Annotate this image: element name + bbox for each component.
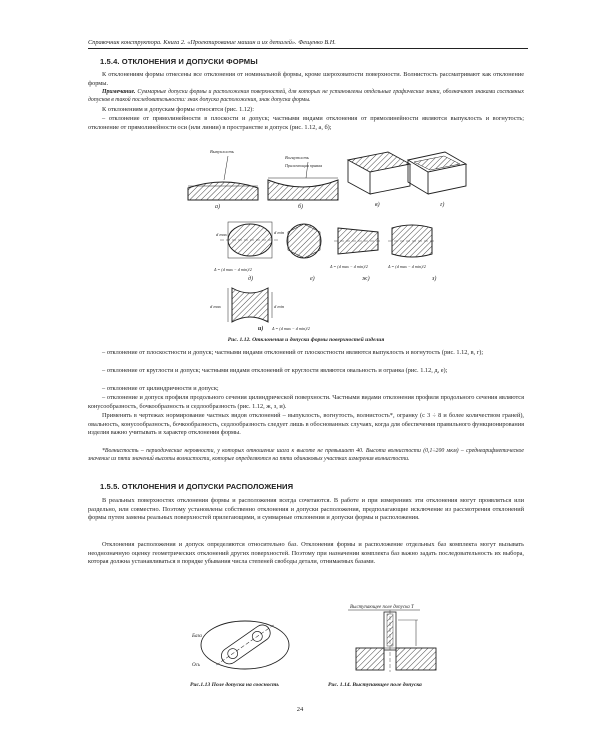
figure-1-14-caption: Рис. 1.14. Выступающее поле допуска (328, 682, 422, 688)
fig-z-barrel (387, 225, 436, 282)
fig-e-faceted (287, 224, 321, 282)
footnote: *Волнистость – периодические неровности, у которых отношение шага к высоте не превышает 40. Высота волнистости (0,1÷200 мкм) – среднеарифметическое значение из пяти значений высоты волнистости, которые определяются на пяти одинаковых участках измерения волнистости. (88, 448, 524, 462)
fig-b-concave (268, 155, 338, 210)
fig-a-convex (188, 149, 258, 210)
label-a: а) (215, 204, 220, 210)
label-v: в) (375, 202, 380, 208)
label-dmin: d min (274, 230, 285, 235)
fig-v-plane (348, 152, 410, 208)
label-zh: ж) (362, 276, 370, 282)
figure-1-13-caption: Рис.1.13 Поле допуска на соосность (190, 682, 279, 688)
note-label: Примечание. (102, 89, 136, 95)
annot-adjacent: Прилегающая прямая (285, 163, 323, 168)
fig-zh-taper (329, 228, 382, 282)
label-b: б) (298, 204, 304, 210)
section-title-1-5-5: 1.5.5. ОТКЛОНЕНИЯ И ДОПУСКИ РАСПОЛОЖЕНИЯ (100, 482, 294, 491)
paragraph: – отклонение от прямолинейности в плоскости и допуск; частными видами отклонения от прямолинейности являются выпуклость и вогнутость; отклонение от прямолинейности оси (или линии) в пространстве и допуск (рис. 1.12, а, б); (88, 115, 524, 131)
paragraph: – отклонение от плоскостности и допуск; частными видами отклонений от плоскостности являются выпуклость и вогнутость (рис. 1.12, в, г); (102, 349, 484, 356)
paragraph: – отклонение и допуск профиля продольного сечения цилиндрической поверхности. Частными видами отклонения профиля продольного сечения являются конусообразность, бочкообразность и седлообразность (рис. 1.12, ж, з, и). (88, 394, 524, 410)
formula-delta-i: Δ = (d max − d min)/2 (272, 326, 310, 331)
section-title-1-5-4: 1.5.4. ОТКЛОНЕНИЯ И ДОПУСКИ ФОРМЫ (100, 57, 258, 66)
label-dmin-i: d min (274, 304, 285, 309)
label-d: д) (248, 276, 254, 282)
label-dmax-i: d max (210, 304, 221, 309)
formula-delta-zh: Δ = (d max − d min)/2 (330, 264, 368, 269)
running-header: Справочник конструктора. Книга 2. «Проектирование машин и их деталей». Фещенко В.Н. (88, 39, 528, 49)
note-text: Суммарные допуски формы и расположения поверхностей, для которых не установлены отдельные графические знаки, обозначают знаками составных допусков в такой последовательности: знак допуска расположения, знак допуска формы. (88, 89, 524, 103)
figure-1-13 (190, 610, 300, 680)
paragraph: Применять в чертежах нормирование частных видов отклонений – выпуклость, вогнутость, волнистость*, огранку (с 3 ÷ 8 и более количеством граней), овальность, конусообразность, бочкообразность, седлообразность следует лишь в обоснованных случаях, когда для обеспечения правильного функционирования изделия важно учитывать и характер отклонения формы. (88, 412, 524, 437)
formula-delta-z: Δ = (d max − d min)/2 (388, 264, 426, 269)
annot-convex: Выпуклость (210, 149, 234, 154)
label-i: и) (258, 326, 264, 332)
label-tolerance-field: Выступающее поле допуска T (350, 605, 414, 610)
formula-delta-d: Δ = (d max − d min)/2 (214, 267, 252, 272)
fig-g-plane (408, 152, 466, 208)
paragraph: К отклонениям формы отнесены все отклонения от номинальной формы, кроме шероховатости поверхности. Волнистость рассматривают как отклонение формы. (88, 71, 524, 87)
label-g: г) (440, 202, 445, 208)
annot-concave: Вогнутость (285, 155, 309, 160)
paragraph: – отклонение от цилиндричности и допуск; (102, 385, 219, 392)
note-paragraph (88, 89, 524, 104)
paragraph: – отклонение от круглости и допуск; частными видами отклонений от круглости являются овальность и огранка (рис. 1.12, д, е); (102, 367, 448, 374)
paragraph: В реальных поверхностях отклонения формы и расположения всегда сочетаются. В работе и при измерениях эти отклонения могут проявляться или раздельно, или совместно. Поэтому установлены собственно отклонения и допуски расположения, предполагающие исключение из рассмотрения отклонений формы путем замены реальных поверхностей прилегающими, и суммарные отклонения и допуски формы и расположения. (88, 497, 524, 522)
figure-1-12 (170, 140, 470, 335)
page-number: 24 (296, 706, 304, 713)
fig-i-saddle (210, 288, 310, 331)
label-dmax: d max (216, 232, 227, 237)
paragraph: Отклонения расположения и допуск определяются относительно баз. Отклонения формы и расположение отдельных баз комплекта могут вызывать неоднозначную оценку геометрических отклонений других поверхностей. Поэтому при назначении комплекта баз важно задать последовательность их выбора, которая должна устанавливаться в порядке убывания числа степеней свободы детали, отнимаемых базами. (88, 541, 524, 566)
label-e: е) (310, 276, 315, 282)
label-base: База (192, 634, 202, 639)
label-axis: Ось (192, 663, 201, 668)
label-z: з) (432, 276, 437, 282)
fig-d-oval (213, 222, 285, 282)
paragraph: К отклонениям и допускам формы относятся (рис. 1.12): (102, 106, 255, 113)
figure-1-14 (340, 600, 460, 680)
figure-1-12-caption: Рис. 1.12. Отклонения и допуски формы поверхностей изделия (227, 337, 385, 343)
